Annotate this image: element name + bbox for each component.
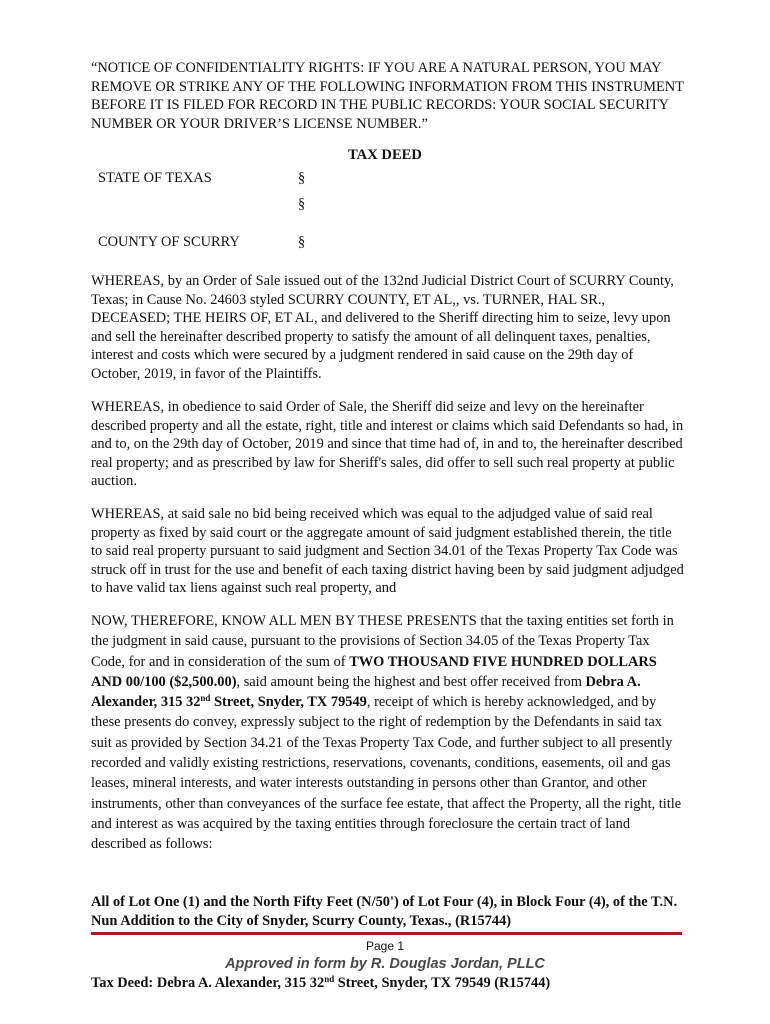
buyer-address-ordinal: nd — [200, 693, 211, 704]
footer-title-end: Street, Snyder, TX 79549 (R15744) — [334, 975, 551, 991]
whereas-order-of-sale-paragraph: WHEREAS, by an Order of Sale issued out of the 132nd Judicial District Court of SCURRY County, Texas; in Cause No. 24603 styled SCURRY COUNTY, ET AL,, vs. TURNER, HAL SR., DECEASED; THE HEIRS OF, ET AL, and delivered to the Sheriff directing him to seize, levy upon and sell the hereinafter described property to satisfy the amount of all delinquent taxes, penalties, interest and costs which were secured by a judgment rendered in said cause on the 29th day of October, 2019, in favor of the Plaintiffs. — [91, 273, 674, 382]
footer-title-ordinal: nd — [324, 974, 335, 984]
footer-title-start: Tax Deed: Debra A. Alexander, 315 32 — [91, 975, 325, 991]
legal-description: All of Lot One (1) and the North Fifty Feet (N/50') of Lot Four (4), in Block Four (4), of the T.N. Nun Addition to the City of Snyder, Scurry County, Texas., (R15744) — [91, 894, 678, 929]
consideration-amount: TWO THOUSAND FIVE HUNDRED DOLLARS AND 00/100 ($2,500.00) — [91, 653, 657, 690]
section-symbol-3: § — [298, 234, 306, 250]
venue-state: STATE OF TEXAS — [98, 170, 212, 186]
buyer-address-start: Debra A. Alexander, 315 32 — [91, 673, 641, 711]
section-symbol-1: § — [298, 170, 306, 186]
venue-county: COUNTY OF SCURRY — [98, 234, 240, 250]
whereas-no-bid-paragraph: WHEREAS, at said sale no bid being received which was equal to the adjudged value of said real property as fixed by said court or the aggregate amount of said judgment established therein, the title to said real property pursuant to said judgment and Section 34.01 of the Texas Property Tax Code was struck off in trust for the use and benefit of each taxing district having been by said judgment adjudged to have valid tax liens against such real property, and — [91, 506, 684, 597]
footer-divider — [91, 932, 682, 935]
conveyance-text-a: NOW, THEREFORE, KNOW ALL MEN BY THESE PRESENTS that the taxing entities set forth in the judgment in said cause, pursuant to the provisions of Section 34.05 of the Texas Property Tax Code, for and in consideration of the sum of — [91, 613, 674, 670]
approved-by-line: Approved in form by R. Douglas Jordan, PLLC — [225, 956, 545, 972]
document-title: TAX DEED — [348, 147, 422, 163]
page-number: Page 1 — [365, 939, 405, 953]
conveyance-text-c: , receipt of which is hereby acknowledged, and by these presents do convey, expressly subject to the right of redemption by the Defendants in said tax suit as provided by Section 34.21 of the Texas Property Tax Code, and further subject to all presently recorded and validly existing restrictions, reservations, covenants, conditions, easements, oil and gas leases, mineral interests, and water interests outstanding in persons other than Grantor, and other instruments, other than conveyances of the surface fee estate, that affect the Property, all the right, title and interest as was acquired by the taxing entities through foreclosure the certain tract of land described as follows: — [91, 694, 682, 853]
conveyance-text-b: , said amount being the highest and best offer received from — [236, 673, 586, 690]
whereas-seizure-paragraph: WHEREAS, in obedience to said Order of Sale, the Sheriff did seize and levy on the hereinafter described property and all the estate, right, title and interest or claims which said Defendants so had, in and to, on the 29th day of October, 2019 and since that time had of, in and to, the hereinafter described real property; and as prescribed by law for Sheriff's sales, did offer to sell such real property at public auction. — [91, 399, 684, 490]
buyer-address-end: Street, Snyder, TX 79549 — [210, 694, 367, 711]
section-symbol-2: § — [298, 196, 306, 212]
confidentiality-notice: “NOTICE OF CONFIDENTIALITY RIGHTS: IF YOU ARE A NATURAL PERSON, YOU MAY REMOVE OR STRIKE ANY OF THE FOLLOWING INFORMATION FROM THIS INSTRUMENT BEFORE IT IS FILED FOR RECORD IN THE PUBLIC RECORDS: YOUR SOCIAL SECURITY NUMBER OR YOUR DRIVER’S LICENSE NUMBER.” — [91, 60, 684, 132]
conveyance-paragraph — [91, 611, 685, 855]
footer-title — [91, 975, 550, 992]
